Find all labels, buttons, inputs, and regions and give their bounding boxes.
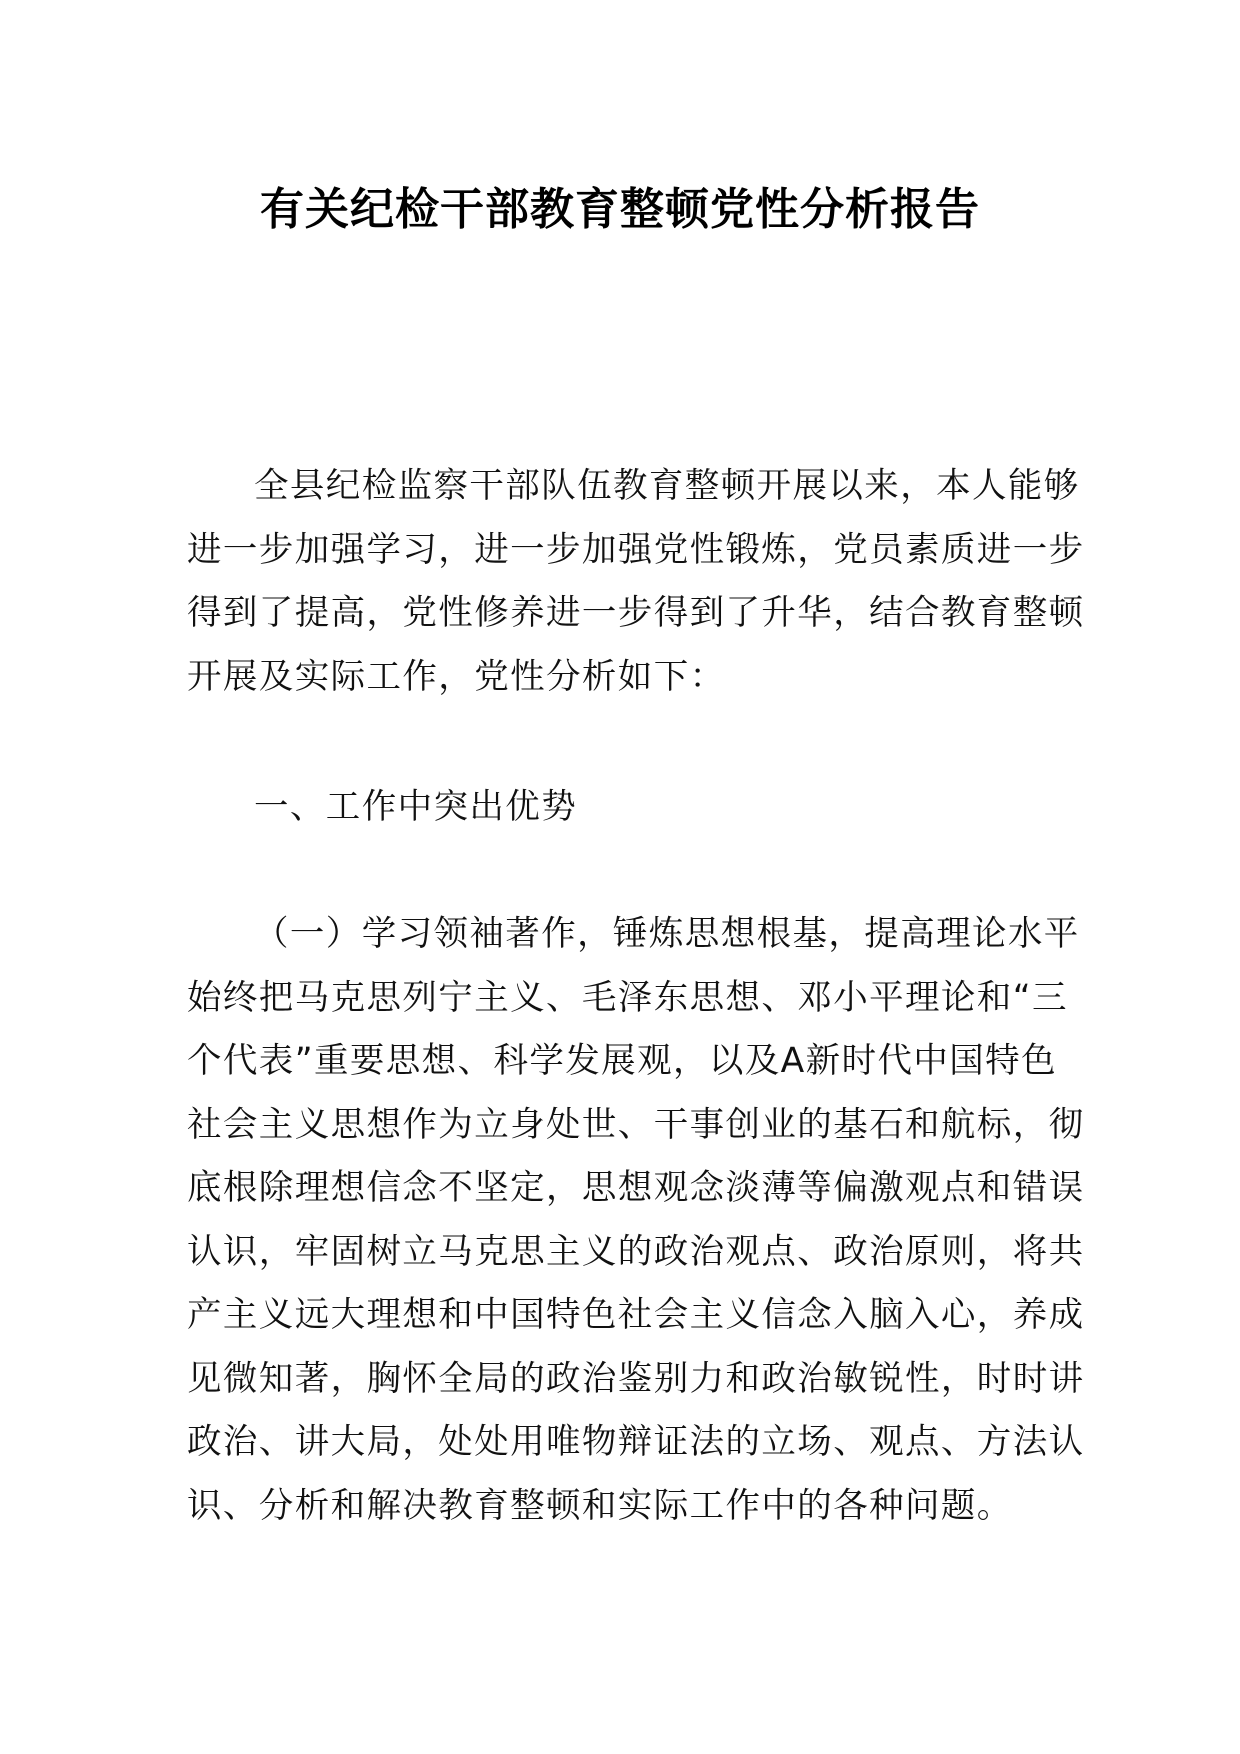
paragraph-line: 产主义远大理想和中国特色社会主义信念入脑入心，养成: [187, 1295, 1085, 1335]
subsection-heading-line: （一）学习领袖著作，锤炼思想根基，提高理论水平: [254, 914, 1080, 954]
paragraph-line: 认识，牢固树立马克思主义的政治观点、政治原则，将共: [187, 1231, 1085, 1272]
intro-paragraph: [187, 455, 1085, 709]
paragraph-line: 个代表”重要思想、科学发展观，以及A新时代中国特色: [187, 1041, 1057, 1081]
paragraph-line: 进一步加强学习，进一步加强党性锻炼，党员素质进一步: [187, 529, 1085, 570]
paragraph-line: 全县纪检监察干部队伍教育整顿开展以来，本人能够: [254, 466, 1080, 506]
paragraph-line: 政治、讲大局，处处用唯物辩证法的立场、观点、方法认: [187, 1422, 1085, 1462]
section-heading: [187, 776, 1055, 840]
document-title: 有关纪检干部教育整顿党性分析报告: [260, 184, 980, 235]
subsection-paragraph: [187, 903, 1085, 1538]
paragraph-line: 社会主义思想作为立身处世、干事创业的基石和航标，彻: [187, 1104, 1085, 1145]
paragraph-line: 底根除理想信念不坚定，思想观念淡薄等偏激观点和错误: [187, 1168, 1085, 1208]
paragraph-line: 识、分析和解决教育整顿和实际工作中的各种问题。: [187, 1485, 1013, 1526]
paragraph-line: 见微知著，胸怀全局的政治鉴别力和政治敏锐性，时时讲: [187, 1358, 1085, 1399]
section-heading-text: 一、工作中突出优势: [254, 787, 578, 827]
paragraph-line: 开展及实际工作，党性分析如下：: [187, 656, 726, 697]
paragraph-line: 得到了提高，党性修养进一步得到了升华，结合教育整顿: [187, 593, 1085, 633]
paragraph-line: 始终把马克思列宁主义、毛泽东思想、邓小平理论和“三: [187, 977, 1068, 1018]
